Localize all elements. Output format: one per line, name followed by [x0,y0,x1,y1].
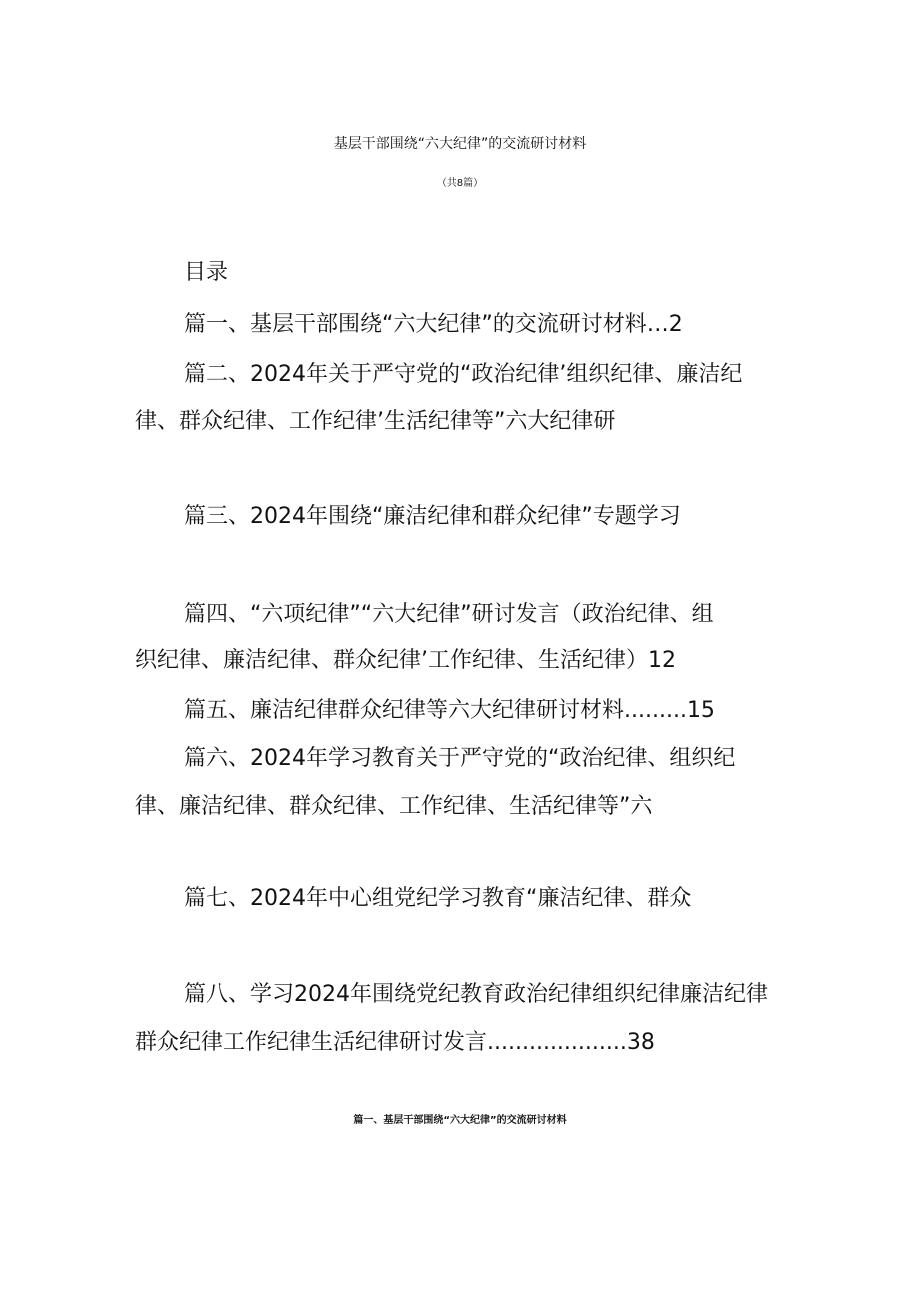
section-heading: 篇一、基层干部围绕“六大纪律”的交流研讨材料 [353,1115,567,1126]
toc-entry-continuation: 群众纪律工作纪律生活纪律研讨发言....................38 [135,1030,655,1055]
toc-entry: 篇三、2024年围绕“廉洁纪律和群众纪律”专题学习 [184,504,681,529]
toc-entry: 篇六、2024年学习教育关于严守党的“政治纪律、组织纪 [184,746,736,771]
document-title: 基层干部围绕“六大纪律”的交流研讨材料 [333,136,587,152]
toc-entry-continuation: 律、廉洁纪律、群众纪律、工作纪律、生活纪律等”六 [135,794,653,819]
toc-entry: 篇五、廉洁纪律群众纪律等六大纪律研讨材料.........15 [184,698,715,723]
toc-entry: 篇一、基层干部围绕“六大纪律”的交流研讨材料…2 [184,312,683,337]
toc-entry-continuation: 织纪律、廉洁纪律、群众纪律’工作纪律、生活纪律）12 [135,648,676,673]
toc-entry: 篇二、2024年关于严守党的“政治纪律’组织纪律、廉洁纪 [184,362,743,387]
document-subtitle: （共8篇） [436,178,484,189]
toc-entry-continuation: 律、群众纪律、工作纪律’生活纪律等”六大纪律研 [135,409,616,434]
toc-entry: 篇四、“六项纪律”“六大纪律”研讨发言（政治纪律、组 [184,602,714,627]
toc-label: 目录 [184,260,229,285]
toc-entry: 篇八、学习2024年围绕党纪教育政治纪律组织纪律廉洁纪律 [184,982,768,1007]
toc-entry: 篇七、2024年中心组党纪学习教育“廉洁纪律、群众 [184,886,692,911]
